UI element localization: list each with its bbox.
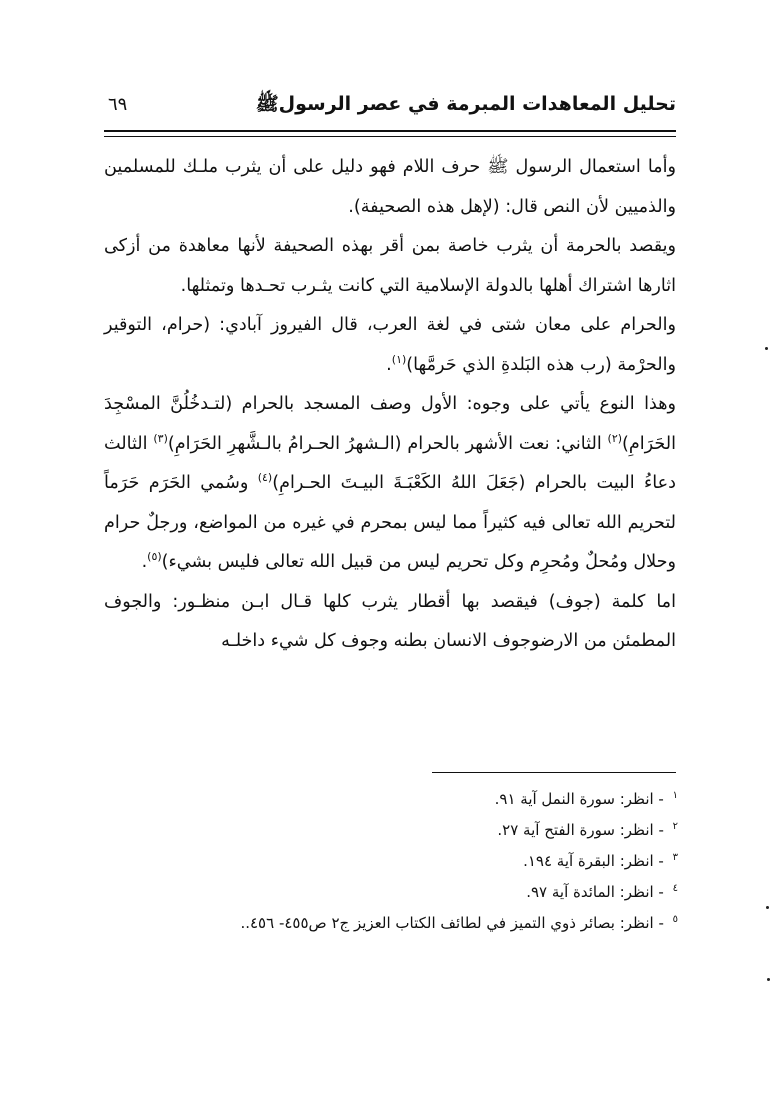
paragraph-4 [104, 385, 676, 583]
running-header [104, 92, 676, 122]
footnote-number: ٥ [672, 914, 678, 925]
footnote-4 [104, 877, 678, 908]
footnote-text: - انظر: بصائر ذوي التميز في لطائف الكتاب العزيز ج٢ ص٤٥٥- ٤٥٦.. [240, 914, 669, 932]
header-rule-thick [104, 130, 676, 132]
paragraph-4-part-d: وسُمي الحَرَم حَرَماً لتحريم الله تعالى فيه كثيراً مما ليس بمحرم في غيره من المواضع، ورجلٌ حرام وحلال ومُحلٌ ومُحرِم وكل تحريم ليس من قبيل الله تعالى فليس بشيء) [104, 473, 676, 572]
footnote-text: - انظر: البقرة آية ١٩٤. [523, 852, 669, 870]
footnotes [104, 784, 678, 939]
scan-speck [767, 978, 770, 981]
scan-speck [765, 347, 768, 350]
paragraph-1: وأما استعمال الرسول ﷺ حرف اللام فهو دليل على أن يثرب ملـك للمسلمين والذميين لأن النص قال: (لإهل هذه الصحيفة). [104, 157, 676, 217]
footnote-ref-1: (١) [391, 352, 407, 366]
paragraph-4-part-b: الثاني: نعت الأشهر بالحرام (الـشهرُ الحـرامُ بالـشَّهرِ الحَرَامِ) [167, 433, 608, 454]
footnote-text: - انظر: المائدة آية ٩٧. [526, 883, 669, 901]
footnote-separator [432, 772, 676, 773]
paragraph-5: اما كلمة (جوف) فيقصد بها أقطار يثرب كلها قـال ابـن منظـور: والجوف المطمئن من الارضوجوف الانسان بطنه وجوف كل شيء داخلـه [104, 591, 676, 651]
footnote-number: ٤ [672, 883, 678, 894]
footnote-number: ٣ [672, 852, 678, 863]
paragraph-2: ويقصد بالحرمة أن يثرب خاصة بمن أقر بهذه الصحيفة لأنها معاهدة من أزكى اثارها اشتراك أهلها بالدولة الإسلامية التي كانت يثـرب تحـدها وتمثلها. [104, 236, 676, 296]
footnote-number: ١ [672, 790, 678, 801]
paragraph-4-part-a: وهذا النوع يأتي على وجوه: الأول وصف المسجد بالحرام (لتـدخُلُنَّ المسْجِدَ الحَرَامِ) [104, 394, 676, 454]
footnote-ref-3: (٣) [153, 431, 168, 445]
header-rule-thin [104, 136, 676, 137]
footnote-ref-5: (٥) [147, 550, 162, 564]
page-number: ٦٩ [108, 94, 128, 115]
footnote-5 [104, 908, 678, 939]
paragraph-3-end: . [386, 354, 392, 375]
paragraph-3 [104, 306, 676, 385]
footnote-number: ٢ [672, 821, 678, 832]
footnote-ref-4: (٤) [257, 471, 273, 485]
footnote-text: - انظر: سورة النمل آية ٩١. [494, 790, 669, 808]
main-text [104, 148, 676, 662]
paragraph-4-part-c: الثالث دعاءُ البيت بالحرام (جَعَلَ اللهُ الكَعْبَـةَ البيـتَ الحـرامِ) [104, 433, 676, 493]
footnote-ref-2: (٢) [607, 431, 623, 445]
paragraph-3-text: والحرام على معان شتى في لغة العرب، قال الفيروز آبادي: (حرام، التوقير والحرْمة (رب هذه البَلدةِ الذي حَرمَّها) [104, 315, 676, 375]
scan-speck [766, 906, 769, 909]
book-title: تحليل المعاهدات المبرمة في عصر الرسولﷺ [255, 93, 676, 115]
paragraph-4-end: . [141, 552, 148, 572]
footnote-2 [104, 815, 678, 846]
footnote-text: - انظر: سورة الفتح آية ٢٧. [497, 821, 669, 839]
footnote-1 [104, 784, 678, 815]
footnote-3 [104, 846, 678, 877]
